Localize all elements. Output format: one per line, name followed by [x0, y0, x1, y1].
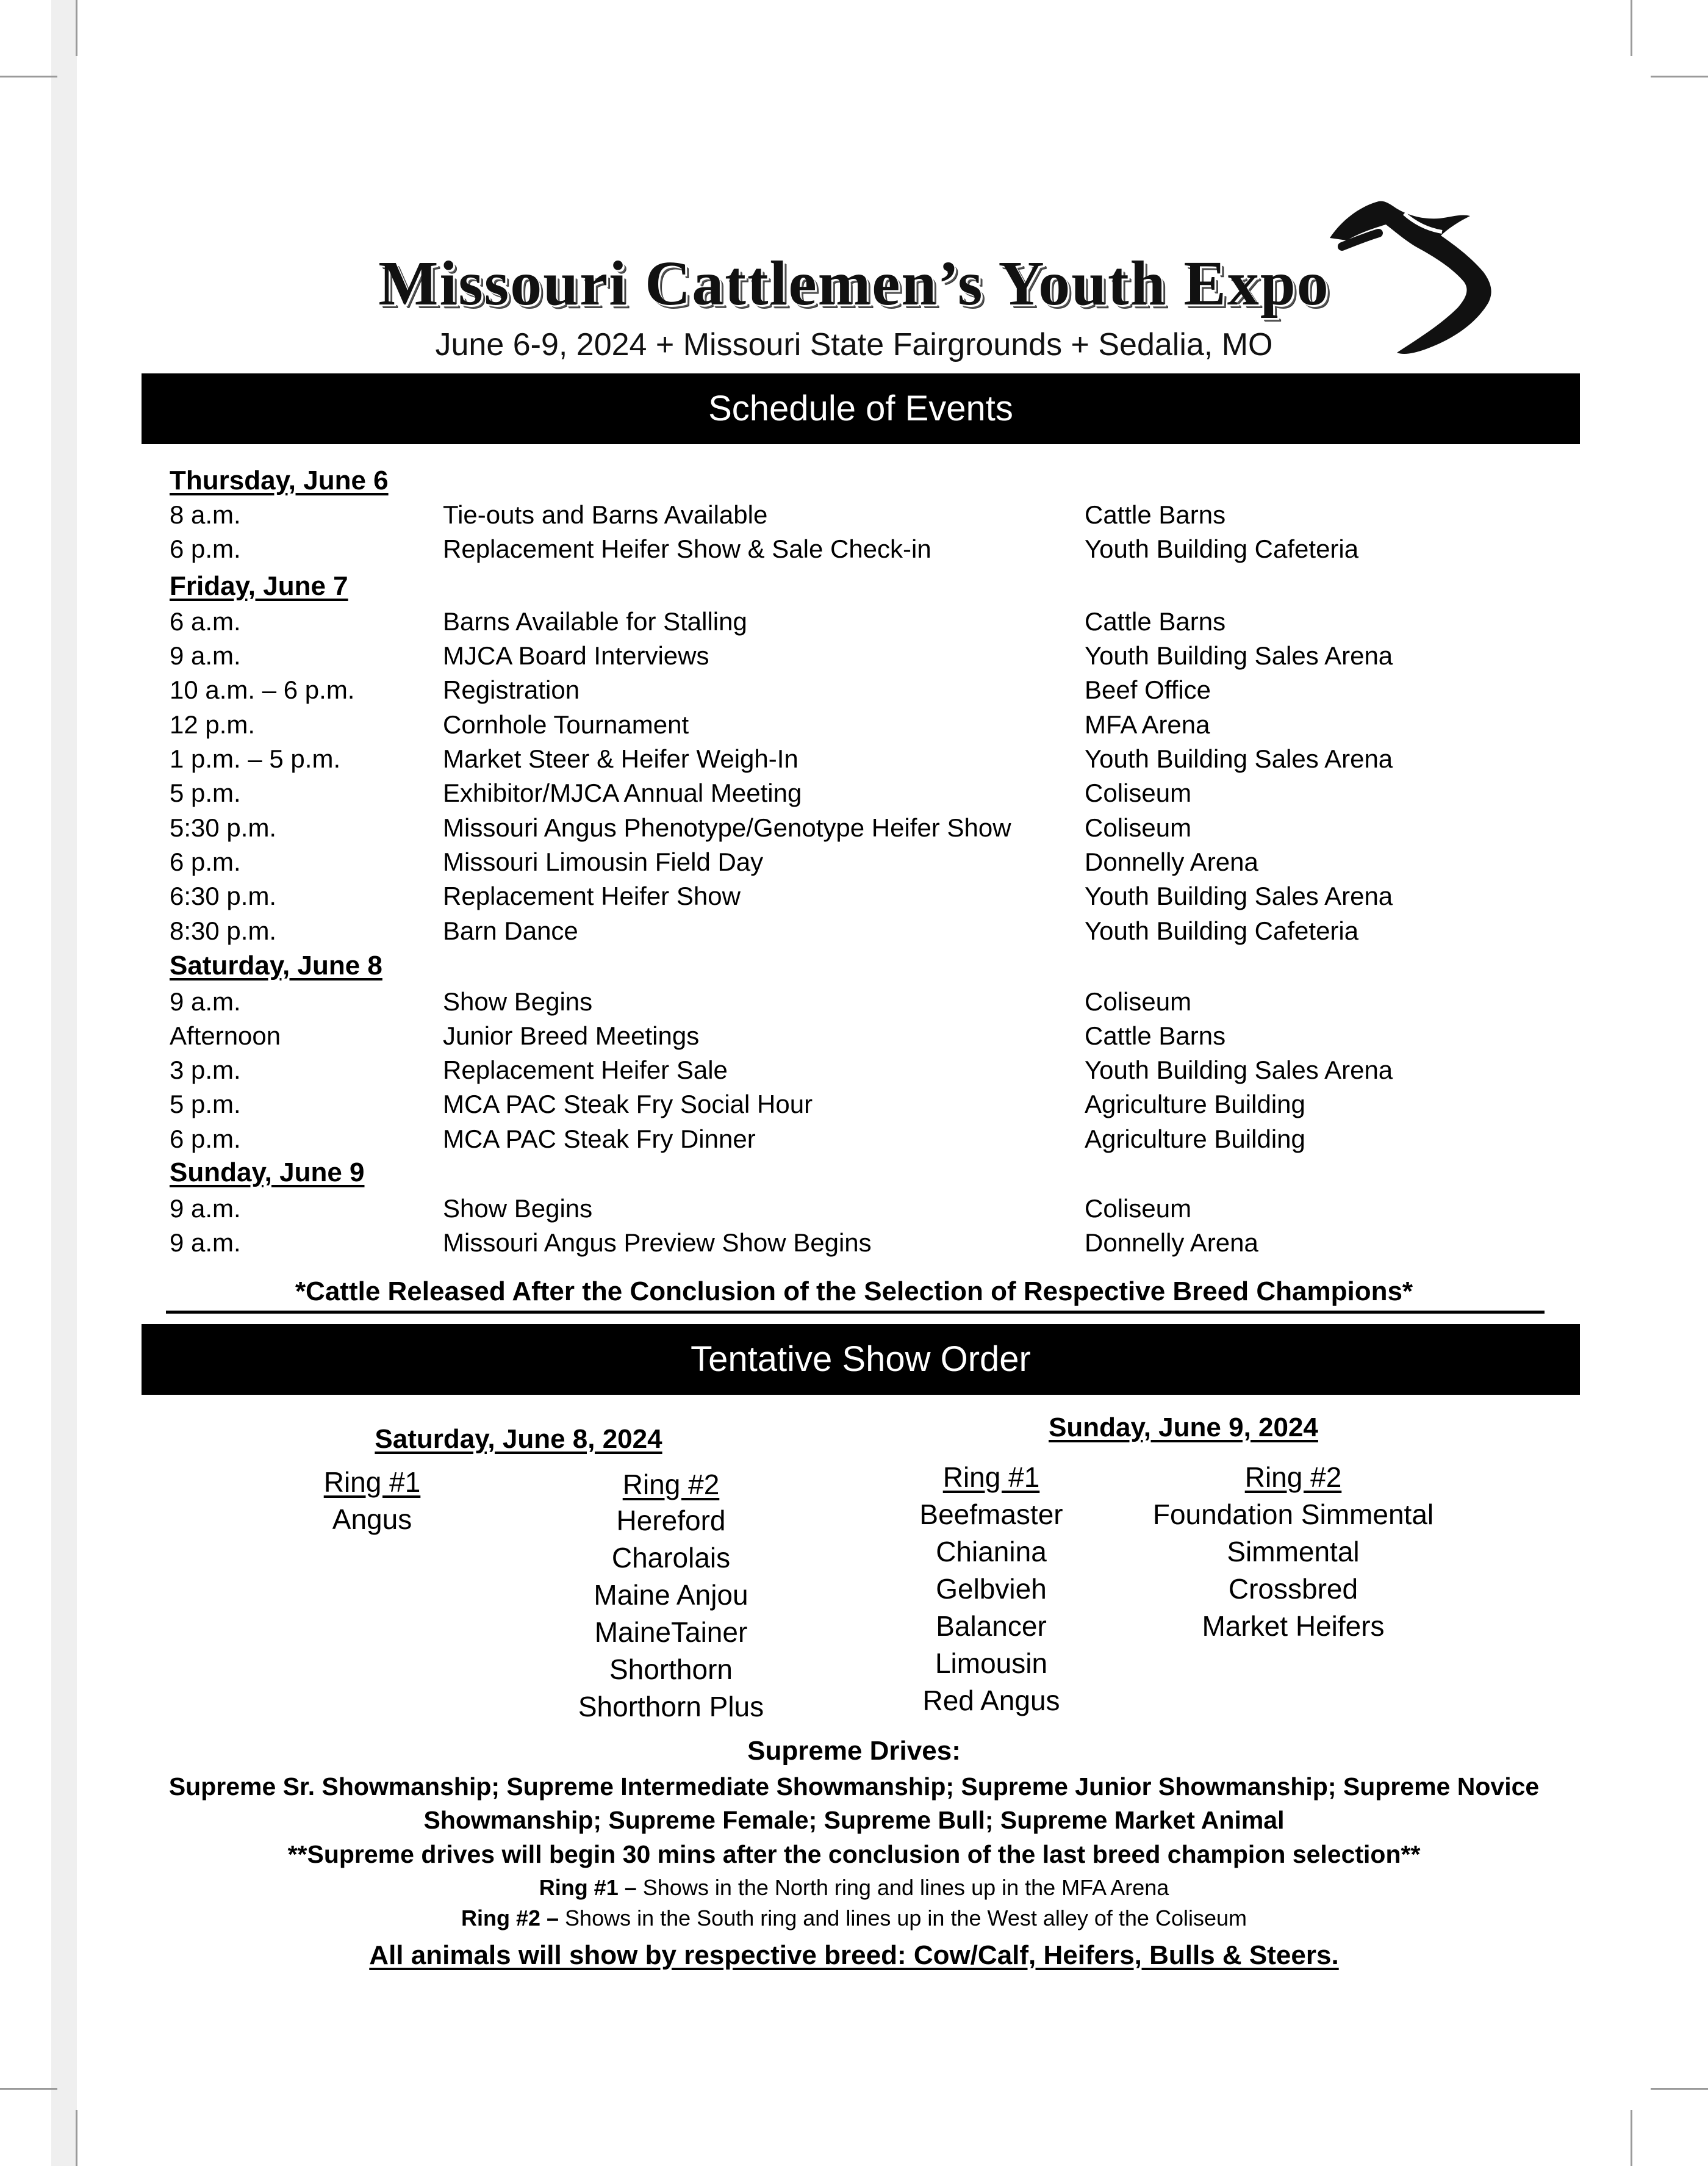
breed-item: Beefmaster: [919, 1499, 1063, 1530]
event-name: Replacement Heifer Show & Sale Check-in: [443, 534, 931, 563]
schedule-row: [0, 1056, 1708, 1090]
event-name: Show Begins: [443, 987, 593, 1016]
event-name: Barns Available for Stalling: [443, 607, 747, 636]
event-name: Missouri Angus Preview Show Begins: [443, 1228, 872, 1257]
breed-item: Crossbred: [1228, 1573, 1358, 1605]
ring1-info-label: Ring #1 –: [539, 1875, 637, 1900]
event-time: 6 p.m.: [170, 1124, 241, 1153]
schedule-row: [0, 641, 1708, 675]
schedule-row: [0, 1194, 1708, 1228]
schedule-row: [0, 779, 1708, 813]
event-location: Agriculture Building: [1085, 1124, 1305, 1153]
event-location: Youth Building Cafeteria: [1085, 916, 1359, 945]
sunday-ring2-heading: Ring #2: [1244, 1461, 1342, 1493]
day-heading: Sunday, June 9: [170, 1157, 365, 1187]
breed-item: Angus: [332, 1503, 412, 1535]
event-name: Replacement Heifer Show: [443, 882, 741, 910]
ring1-info-text: Shows in the North ring and lines up in the MFA Arena: [636, 1875, 1169, 1900]
event-time: 9 a.m.: [170, 1194, 241, 1223]
breed-item: Limousin: [935, 1647, 1048, 1679]
crop-mark: [76, 2110, 77, 2166]
schedule-row: [0, 882, 1708, 916]
event-name: Exhibitor/MJCA Annual Meeting: [443, 779, 802, 807]
event-name: Missouri Angus Phenotype/Genotype Heifer Show: [443, 813, 1011, 842]
crop-mark: [1631, 2110, 1632, 2166]
supreme-drives-note: **Supreme drives will begin 30 mins after the conclusion of the last breed champion selection**: [287, 1840, 1421, 1868]
cattle-release-note: *Cattle Released After the Conclusion of the Selection of Respective Breed Champions*: [295, 1276, 1413, 1306]
ring2-info: [0, 1905, 1708, 1931]
breed-item: Charolais: [611, 1542, 731, 1574]
event-name: MJCA Board Interviews: [443, 641, 709, 670]
event-location: Coliseum: [1085, 779, 1192, 807]
event-name: Tie-outs and Barns Available: [443, 500, 768, 529]
schedule-row: [0, 813, 1708, 847]
schedule-heading-bar: Schedule of Events: [142, 373, 1580, 444]
schedule-row: [0, 1090, 1708, 1124]
page-title: Missouri Cattlemen’s Youth Expo: [378, 248, 1330, 318]
event-name: Junior Breed Meetings: [443, 1021, 700, 1050]
event-location: Cattle Barns: [1085, 500, 1226, 529]
event-name: Missouri Limousin Field Day: [443, 847, 764, 876]
event-name: MCA PAC Steak Fry Social Hour: [443, 1090, 813, 1118]
event-time: 6 p.m.: [170, 534, 241, 563]
event-time: 5:30 p.m.: [170, 813, 277, 842]
event-time: 8 a.m.: [170, 500, 241, 529]
event-time: 9 a.m.: [170, 987, 241, 1016]
schedule-row: [0, 675, 1708, 710]
event-name: Barn Dance: [443, 916, 578, 945]
event-location: Youth Building Sales Arena: [1085, 882, 1393, 910]
event-location: MFA Arena: [1085, 710, 1210, 739]
saturday-ring1-heading: Ring #1: [323, 1466, 421, 1498]
schedule-row: [0, 1228, 1708, 1262]
sunday-ring1-list: [884, 1496, 1098, 1719]
schedule-row: [0, 1124, 1708, 1159]
ring2-info-label: Ring #2 –: [461, 1905, 559, 1930]
schedule-row: [0, 607, 1708, 641]
crop-mark: [1651, 2088, 1708, 2090]
section-divider: [166, 1311, 1545, 1314]
event-location: Coliseum: [1085, 987, 1192, 1016]
breed-item: Chianina: [936, 1536, 1047, 1567]
supreme-drives-line: Supreme Sr. Showmanship; Supreme Intermediate Showmanship; Supreme Junior Showmanship; Supreme Novice: [168, 1772, 1540, 1801]
event-location: Youth Building Sales Arena: [1085, 641, 1393, 670]
event-location: Youth Building Sales Arena: [1085, 744, 1393, 773]
schedule-row: [0, 534, 1708, 569]
sunday-ring1-heading: Ring #1: [942, 1461, 1040, 1493]
event-location: Agriculture Building: [1085, 1090, 1305, 1118]
day-heading: Saturday, June 8: [170, 951, 382, 980]
event-time: 6:30 p.m.: [170, 882, 277, 910]
event-location: Donnelly Arena: [1085, 1228, 1258, 1257]
ring2-info-text: Shows in the South ring and lines up in the West alley of the Coliseum: [559, 1905, 1247, 1930]
crop-mark: [1651, 76, 1708, 77]
breed-item: Gelbvieh: [936, 1573, 1047, 1605]
breed-item: Balancer: [936, 1610, 1047, 1642]
page-subtitle: June 6-9, 2024 + Missouri State Fairgrounds + Sedalia, MO: [435, 327, 1273, 362]
schedule-row: [0, 916, 1708, 951]
schedule-row: [0, 500, 1708, 534]
event-time: 10 a.m. – 6 p.m.: [170, 675, 355, 704]
supreme-drives-heading: Supreme Drives:: [747, 1736, 961, 1766]
show-order-heading-bar: Tentative Show Order: [142, 1324, 1580, 1395]
breed-item: Shorthorn Plus: [578, 1691, 764, 1722]
sunday-ring2-list: [1128, 1496, 1458, 1645]
event-location: Youth Building Cafeteria: [1085, 534, 1359, 563]
event-name: Replacement Heifer Sale: [443, 1056, 728, 1084]
event-location: Youth Building Sales Arena: [1085, 1056, 1393, 1084]
event-time: 9 a.m.: [170, 641, 241, 670]
breed-item: Maine Anjou: [594, 1579, 748, 1611]
crop-mark: [0, 76, 57, 77]
event-time: 3 p.m.: [170, 1056, 241, 1084]
breed-item: Hereford: [616, 1505, 726, 1536]
crop-mark: [1631, 0, 1632, 56]
breed-item: Simmental: [1227, 1536, 1360, 1567]
crop-mark: [76, 0, 77, 56]
event-time: 12 p.m.: [170, 710, 256, 739]
schedule-row: [0, 847, 1708, 882]
event-time: 6 p.m.: [170, 847, 241, 876]
sunday-heading: Sunday, June 9, 2024: [1049, 1412, 1318, 1442]
event-name: Market Steer & Heifer Weigh-In: [443, 744, 798, 773]
schedule-row: [0, 1021, 1708, 1056]
event-time: 9 a.m.: [170, 1228, 241, 1257]
event-location: Beef Office: [1085, 675, 1211, 704]
breed-item: Shorthorn: [609, 1653, 733, 1685]
supreme-drives-line: Showmanship; Supreme Female; Supreme Bull; Supreme Market Animal: [423, 1806, 1285, 1834]
event-time: 1 p.m. – 5 p.m.: [170, 744, 341, 773]
event-time: 5 p.m.: [170, 779, 241, 807]
event-name: Cornhole Tournament: [443, 710, 689, 739]
event-time: 8:30 p.m.: [170, 916, 277, 945]
event-location: Cattle Barns: [1085, 1021, 1226, 1050]
breed-item: Market Heifers: [1202, 1610, 1385, 1642]
saturday-ring1-list: [281, 1501, 464, 1538]
day-heading: Thursday, June 6: [170, 466, 389, 495]
event-location: Donnelly Arena: [1085, 847, 1258, 876]
event-time: 5 p.m.: [170, 1090, 241, 1118]
saturday-heading: Saturday, June 8, 2024: [375, 1424, 662, 1454]
breed-show-note: All animals will show by respective breed: Cow/Calf, Heifers, Bulls & Steers.: [369, 1940, 1339, 1970]
breed-item: Red Angus: [922, 1685, 1060, 1716]
event-time: 6 a.m.: [170, 607, 241, 636]
event-location: Coliseum: [1085, 813, 1192, 842]
event-name: Show Begins: [443, 1194, 593, 1223]
schedule-row: [0, 744, 1708, 779]
event-location: Cattle Barns: [1085, 607, 1226, 636]
day-heading: Friday, June 7: [170, 571, 348, 601]
breed-item: Foundation Simmental: [1152, 1499, 1434, 1530]
schedule-row: [0, 987, 1708, 1021]
crop-mark: [0, 2088, 57, 2090]
event-location: Coliseum: [1085, 1194, 1192, 1223]
breed-item: MaineTainer: [594, 1616, 748, 1648]
ring1-info: [0, 1875, 1708, 1901]
event-name: MCA PAC Steak Fry Dinner: [443, 1124, 756, 1153]
saturday-ring2-list: [549, 1502, 793, 1725]
schedule-row: [0, 710, 1708, 744]
event-name: Registration: [443, 675, 580, 704]
saturday-ring2-heading: Ring #2: [622, 1469, 720, 1500]
event-time: Afternoon: [170, 1021, 281, 1050]
